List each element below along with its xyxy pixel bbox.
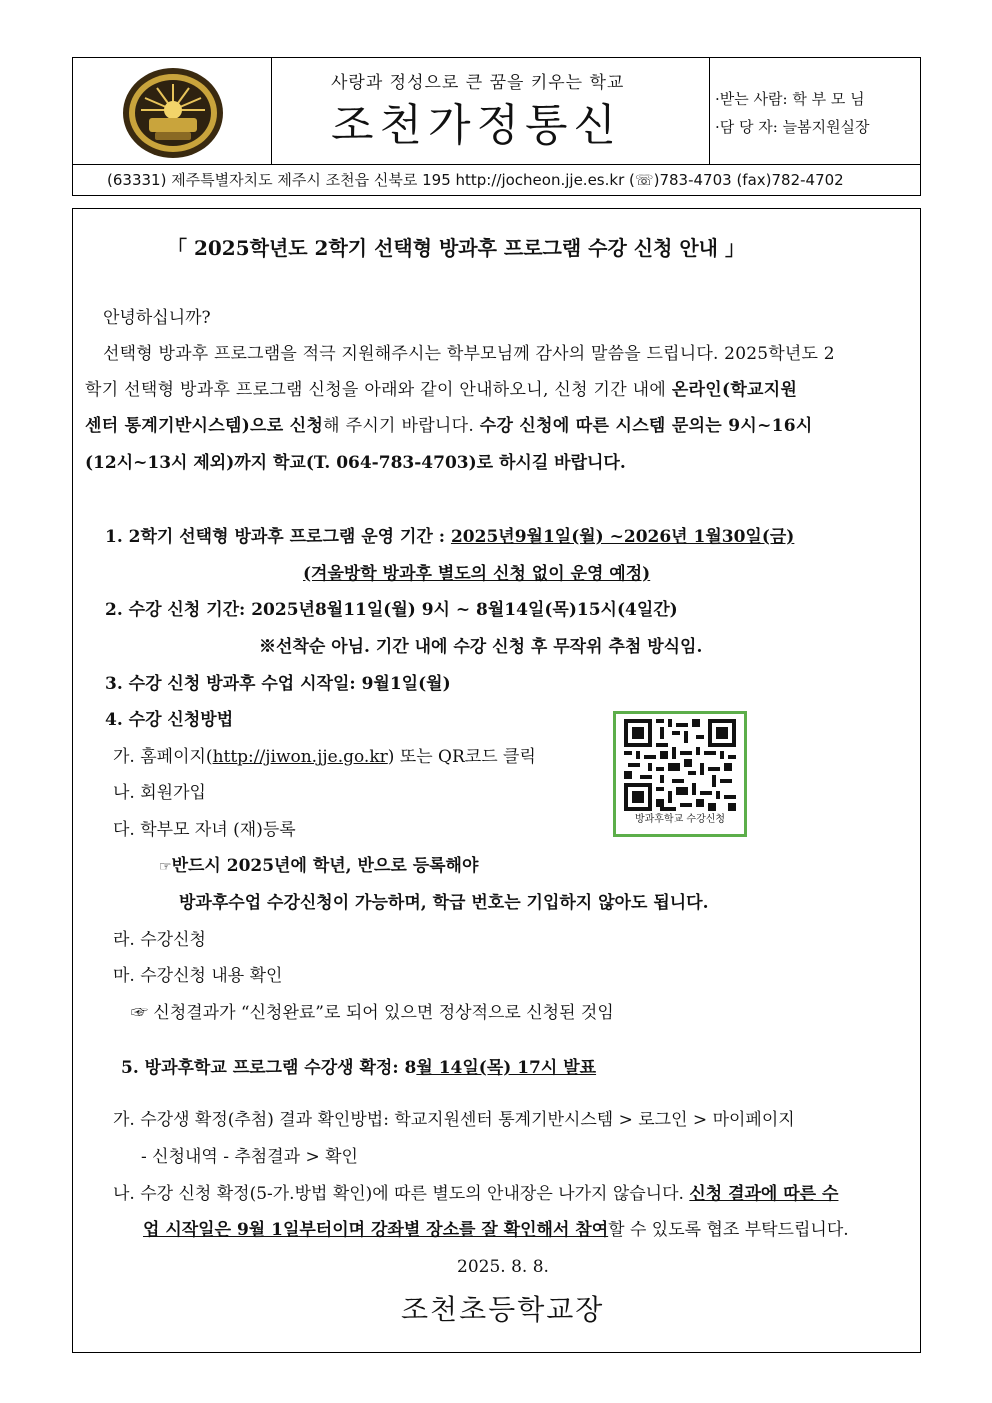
item-5-na-1a: 나. 수강 신청 확정(5-가.방법 확인)에 따른 별도의 안내장은 나가지 않습니다. (113, 1184, 690, 1204)
homepage-link[interactable]: http://jiwon.jje.go.kr (212, 747, 388, 767)
slogan: 사랑과 정성으로 큰 꿈을 키우는 학교 (331, 73, 625, 93)
item-1-note: (겨울방학 방과후 별도의 신청 없이 운영 예정) (303, 564, 651, 584)
issue-date: 2025. 8. 8. (457, 1257, 549, 1277)
item-5-na-2b: 할 수 있도록 협조 부탁드립니다. (608, 1220, 849, 1240)
logo-cell (73, 58, 271, 164)
intro-line-1: 선택형 방과후 프로그램을 적극 지원해주시는 학부모님께 감사의 말씀을 드립니다. 2025학년도 2 (103, 344, 835, 364)
qr-caption: 방과후학교 수강신청 (634, 814, 726, 825)
header-divider-left (271, 58, 272, 164)
qr-code-icon (624, 719, 736, 811)
item-5-date: 월 14일(목) 17시 발표 (416, 1058, 597, 1078)
item-5-na-2a: 업 시작일은 9월 1일부터이며 강좌별 장소를 잘 확인해서 참여 (143, 1220, 609, 1240)
manager: ·담 당 자: 늘봄지원실장 (715, 118, 870, 136)
intro-line-3 (85, 415, 813, 437)
item-4-ga-b: ) 또는 QR코드 클릭 (387, 747, 536, 767)
item-5-ga-line-2: - 신청내역 - 추첨결과 > 확인 (141, 1147, 358, 1167)
item-4-note-2: 방과후수업 수강신청이 가능하며, 학급 번호는 기입하지 않아도 됩니다. (179, 893, 709, 913)
header-divider-right (709, 58, 710, 164)
item-3: 3. 수강 신청 방과후 수업 시작일: 9월1일(월) (105, 674, 451, 694)
item-5-na-line-2 (143, 1219, 849, 1241)
pointing-hand-icon: ☞ (159, 859, 172, 875)
recipient: ·받는 사람: 학 부 모 님 (715, 90, 865, 108)
item-5 (121, 1057, 596, 1079)
item-5-ga-line-1: 가. 수강생 확정(추첨) 결과 확인방법: 학교지원센터 통계기반시스템 > 로그인 > 마이페이지 (113, 1110, 795, 1130)
intro-line-2b: 온라인(학교지원 (671, 380, 798, 400)
notice-title: 「 2025학년도 2학기 선택형 방과후 프로그램 수강 신청 안내 」 (167, 236, 745, 260)
item-4-ma: 마. 수강신청 내용 확인 (113, 966, 283, 986)
header-bottom-rule (73, 164, 920, 165)
item-4-note-1-text: 반드시 2025년에 학년, 반으로 등록해야 (171, 856, 479, 876)
item-1-label: 1. 2학기 선택형 방과후 프로그램 운영 기간 : (105, 527, 451, 547)
item-1 (105, 526, 794, 548)
item-4-note-1 (159, 855, 478, 878)
item-4-na: 나. 회원가입 (113, 783, 206, 803)
intro-line-3a: 센터 통계기반시스템)으로 신청 (85, 416, 324, 436)
item-2: 2. 수강 신청 기간: 2025년8월11일(월) 9시 ~ 8월14일(목)15시(4일간) (105, 600, 678, 620)
newsletter-title: 조천가정통신 (331, 100, 623, 151)
item-5-na-line-1 (113, 1183, 838, 1205)
header-box (72, 57, 921, 196)
item-4-ma-note: ☞ 신청결과가 “신청완료”로 되어 있으면 정상적으로 신청된 것임 (131, 1003, 614, 1023)
intro-line-4: (12시~13시 제외)까지 학교(T. 064-783-4703)로 하시길 바랍니다. (85, 453, 626, 473)
intro-line-2a: 학기 선택형 방과후 프로그램 신청을 아래와 같이 안내하오니, 신청 기간 내에 (85, 380, 672, 400)
intro-line-3b: 해 주시기 바랍니다. (323, 416, 480, 436)
item-1-period: 2025년9월1일(월) ~2026년 1월30일(금) (450, 527, 795, 547)
item-4-ga (113, 746, 536, 768)
item-4-da: 다. 학부모 자녀 (재)등록 (113, 820, 296, 840)
qr-code[interactable] (613, 711, 747, 837)
intro-line-3c: 수강 신청에 따른 시스템 문의는 9시~16시 (479, 416, 813, 436)
item-4-ga-a: 가. 홈페이지( (113, 747, 213, 767)
item-2-note: ※선착순 아님. 기간 내에 수강 신청 후 무작위 추첨 방식임. (259, 637, 703, 657)
school-emblem-icon (121, 66, 225, 160)
intro-line-2 (85, 379, 797, 401)
item-4: 4. 수강 신청방법 (105, 710, 234, 730)
item-4-ra: 라. 수강신청 (113, 930, 206, 950)
notice-box (72, 208, 921, 1353)
address-line: (63331) 제주특별자치도 제주시 조천읍 신북로 195 http://jocheon.jje.es.kr (☏)783-4703 (fax)782-4702 (107, 171, 844, 189)
item-5-label: 5. 방과후학교 프로그램 수강생 확정: 8 (121, 1058, 417, 1078)
principal-signature: 조천초등학교장 (401, 1293, 605, 1326)
greeting: 안녕하십니까? (103, 308, 211, 328)
item-5-na-1b: 신청 결과에 따른 수 (689, 1184, 839, 1204)
